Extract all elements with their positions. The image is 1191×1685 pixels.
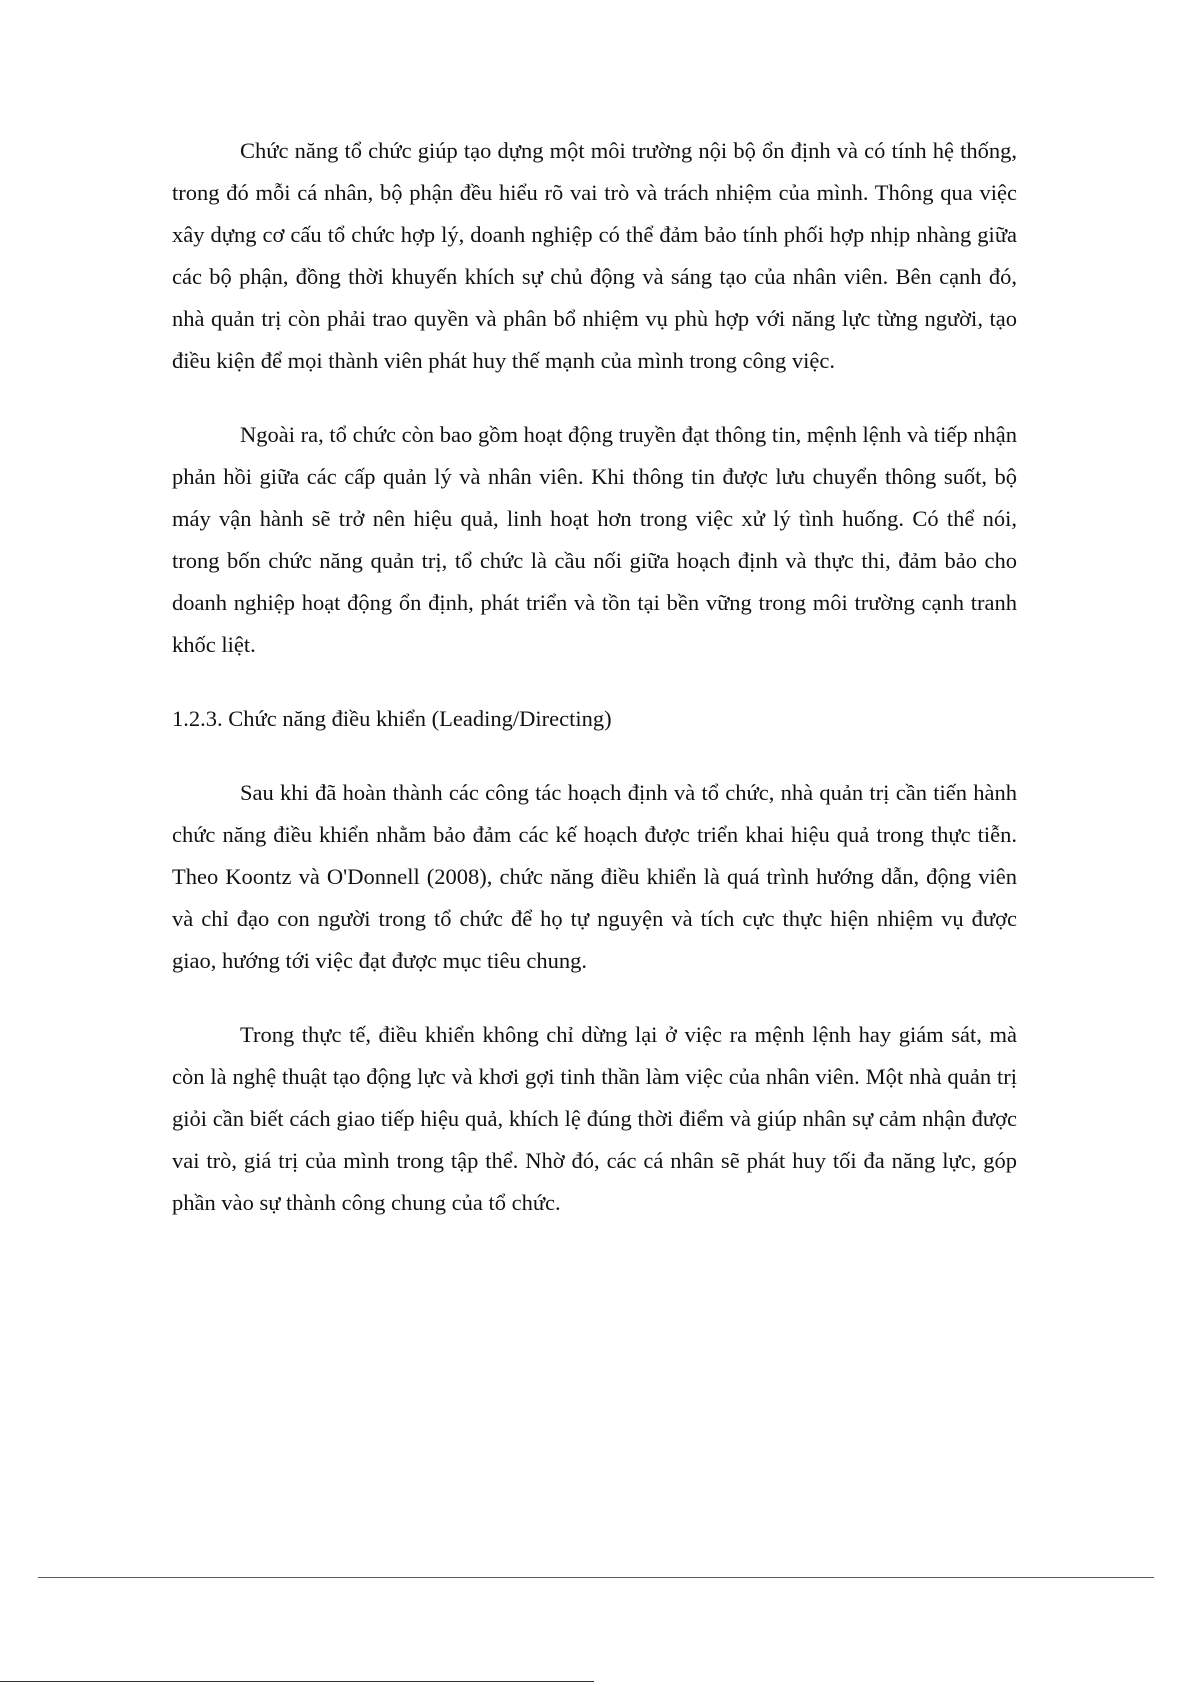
- footer-divider: [38, 1577, 1154, 1578]
- section-heading: 1.2.3. Chức năng điều khiển (Leading/Directing): [172, 706, 612, 731]
- document-body: [172, 130, 1017, 1224]
- paragraph-leading-definition: Sau khi đã hoàn thành các công tác hoạch định và tổ chức, nhà quản trị cần tiến hành chức năng điều khiển nhằm bảo đảm các kế hoạch được triển khai hiệu quả trong thực tiễn. Theo Koontz và O'Donnell (2008), chức năng điều khiển là quá trình hướng dẫn, động viên và chỉ đạo con người trong tổ chức để họ tự nguyện và tích cực thực hiện nhiệm vụ được giao, hướng tới việc đạt được mục tiêu chung.: [172, 780, 1017, 973]
- paragraph-communication: Ngoài ra, tổ chức còn bao gồm hoạt động truyền đạt thông tin, mệnh lệnh và tiếp nhận phản hồi giữa các cấp quản lý và nhân viên. Khi thông tin được lưu chuyển thông suốt, bộ máy vận hành sẽ trở nên hiệu quả, linh hoạt hơn trong việc xử lý tình huống. Có thể nói, trong bốn chức năng quản trị, tổ chức là cầu nối giữa hoạch định và thực thi, đảm bảo cho doanh nghiệp hoạt động ổn định, phát triển và tồn tại bền vững trong môi trường cạnh tranh khốc liệt.: [172, 422, 1017, 657]
- paragraph-leading-practice: Trong thực tế, điều khiển không chỉ dừng lại ở việc ra mệnh lệnh hay giám sát, mà còn là nghệ thuật tạo động lực và khơi gợi tinh thần làm việc của nhân viên. Một nhà quản trị giỏi cần biết cách giao tiếp hiệu quả, khích lệ đúng thời điểm và giúp nhân sự cảm nhận được vai trò, giá trị của mình trong tập thể. Nhờ đó, các cá nhân sẽ phát huy tối đa năng lực, góp phần vào sự thành công chung của tổ chức.: [172, 1022, 1017, 1215]
- bottom-edge-divider: [0, 1681, 594, 1682]
- paragraph-organizing-function: Chức năng tổ chức giúp tạo dựng một môi trường nội bộ ổn định và có tính hệ thống, trong đó mỗi cá nhân, bộ phận đều hiểu rõ vai trò và trách nhiệm của mình. Thông qua việc xây dựng cơ cấu tổ chức hợp lý, doanh nghiệp có thể đảm bảo tính phối hợp nhịp nhàng giữa các bộ phận, đồng thời khuyến khích sự chủ động và sáng tạo của nhân viên. Bên cạnh đó, nhà quản trị còn phải trao quyền và phân bổ nhiệm vụ phù hợp với năng lực từng người, tạo điều kiện để mọi thành viên phát huy thế mạnh của mình trong công việc.: [172, 138, 1017, 373]
